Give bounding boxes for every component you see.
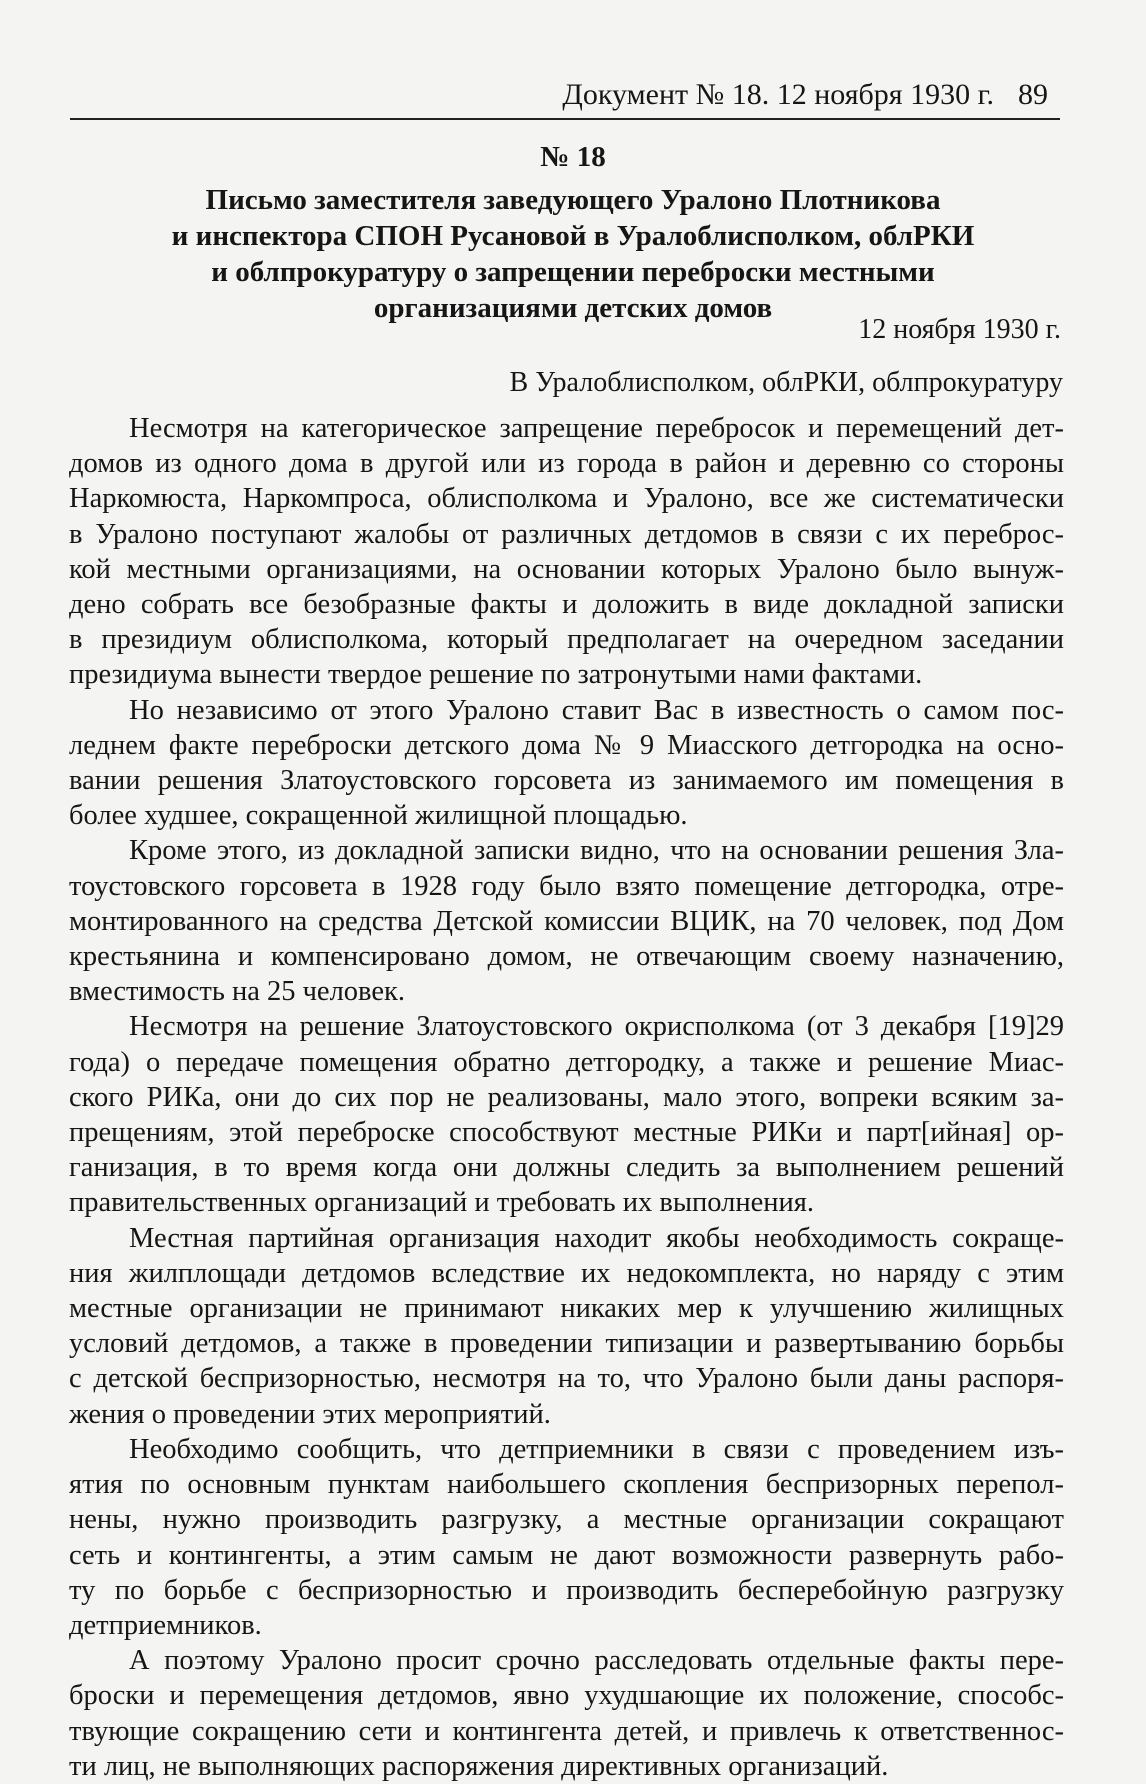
paragraph-line: ятия по основным пунктам наибольшего скопления беспризорных перепол- [69, 1469, 1064, 1501]
running-title: Документ № 18. 12 ноября 1930 г. [562, 78, 994, 111]
paragraph-line: твующие сокращению сети и контингента детей, и привлечь к ответственнос- [69, 1715, 1064, 1747]
title-line: и облпрокуратуру о запрещении переброски местными [211, 256, 935, 288]
paragraph-line: кой местными организациями, на основании которых Уралоно было вынуж- [69, 553, 1064, 585]
paragraph-line: дено собрать все безобразные факты и доложить в виде докладной записки [69, 589, 1064, 621]
title-line: и инспектора СПОН Русановой в Уралоблисполком, облРКИ [171, 220, 975, 252]
addressee: В Уралоблисполком, облРКИ, облпрокуратуру [509, 367, 1063, 398]
title-line: Письмо заместителя заведующего Уралоно Плотникова [205, 184, 941, 216]
paragraph-line: ту по борьбе с беспризорностью и производить бесперебойную разгрузку [69, 1574, 1064, 1606]
paragraph-line: ти лиц, не выполняющих распоряжения директивных организаций. [69, 1750, 889, 1782]
paragraph-line: Несмотря на решение Златоустовского окрисполкома (от 3 декабря [19]29 [129, 1011, 1064, 1043]
paragraph-line: в президиум облисполкома, который предполагает на очередном заседании [69, 624, 1064, 656]
paragraph-line: жения о проведении этих мероприятий. [69, 1398, 551, 1430]
paragraph [69, 1432, 1064, 1643]
page-number: 89 [1018, 78, 1048, 111]
paragraph-line: ния жилплощади детдомов вследствие их недокомплекта, но наряду с этим [69, 1257, 1064, 1289]
paragraph-line: более худшее, сокращенной жилищной площадью. [69, 800, 688, 832]
paragraph-line: крестьянина и компенсировано домом, не отвечающим своему назначению, [69, 941, 1064, 973]
paragraph-line: ганизация, в то время когда они должны следить за выполнением решений [69, 1152, 1064, 1184]
paragraph-line: Но независимо от этого Уралоно ставит Вас в известность о самом пос- [129, 694, 1064, 726]
paragraph-line: местные организации не принимают никаких мер к улучшению жилищных [69, 1293, 1064, 1325]
document-number: № 18 [540, 141, 606, 173]
paragraph-line: броски и перемещения детдомов, явно ухудшающие их положение, способс- [69, 1680, 1064, 1712]
document-date: 12 ноября 1930 г. [858, 314, 1061, 345]
paragraph-line: тоустовского горсовета в 1928 году было взято помещение детгородка, отре- [69, 870, 1064, 902]
paragraph-line: вании решения Златоустовского горсовета из занимаемого им помещения в [69, 765, 1064, 797]
paragraph-line: прещениям, этой переброске способствуют местные РИКи и парт[ийная] ор- [69, 1117, 1064, 1149]
paragraph [69, 1009, 1064, 1220]
paragraph [69, 833, 1064, 1009]
paragraph-line: Местная партийная организация находит якобы необходимость сокраще- [129, 1222, 1064, 1254]
paragraph-line: нены, нужно производить разгрузку, а местные организации сокращают [69, 1504, 1064, 1536]
paragraph-line: монтированного на средства Детской комиссии ВЦИК, на 70 человек, под Дом [69, 905, 1064, 937]
paragraph-line: Наркомюста, Наркомпроса, облисполкома и Уралоно, все же систематически [69, 483, 1064, 515]
running-header [70, 70, 1060, 120]
paragraph-line: условий детдомов, а также в проведении типизации и развертыванию борьбы [69, 1328, 1064, 1360]
paragraph [69, 411, 1064, 693]
paragraph-line: Необходимо сообщить, что детприемники в связи с проведением изъ- [129, 1433, 1064, 1465]
paragraph-line: леднем факте переброски детского дома № 9 Миасского детгородка на осно- [69, 729, 1064, 761]
paragraph-line: с детской беспризорностью, несмотря на то, что Уралоно были даны распоря- [69, 1363, 1064, 1395]
paragraph-line: в Уралоно поступают жалобы от различных детдомов в связи с их переброс- [69, 518, 1064, 550]
document-body [69, 411, 1064, 1784]
paragraph-line: детприемников. [69, 1609, 262, 1641]
paragraph-line: года) о передаче помещения обратно детгородку, а также и решение Миас- [69, 1046, 1064, 1078]
paragraph-line: Кроме этого, из докладной записки видно, что на основании решения Зла- [129, 835, 1064, 867]
document-title [70, 182, 1076, 326]
paragraph-line: домов из одного дома в другой или из города в район и деревню со стороны [69, 448, 1064, 480]
paragraph-line: А поэтому Уралоно просит срочно расследовать отдельные факты пере- [129, 1645, 1064, 1677]
paragraph-line: правительственных организаций и требовать их выполнения. [69, 1187, 815, 1219]
paragraph-line: президиума вынести твердое решение по затронутыми нами фактами. [69, 659, 923, 691]
paragraph-line: вместимость на 25 человек. [69, 976, 405, 1008]
paragraph-line: Несмотря на категорическое запрещение перебросок и перемещений дет- [129, 413, 1064, 444]
paragraph [69, 693, 1064, 834]
paragraph-line: ского РИКа, они до сих пор не реализованы, мало этого, вопреки всяким за- [69, 1081, 1064, 1113]
paragraph [69, 1221, 1064, 1432]
paragraph [69, 1643, 1064, 1784]
title-line: организациями детских домов [373, 292, 773, 324]
paragraph-line: сеть и контингенты, а этим самым не дают возможности развернуть рабо- [69, 1539, 1064, 1571]
